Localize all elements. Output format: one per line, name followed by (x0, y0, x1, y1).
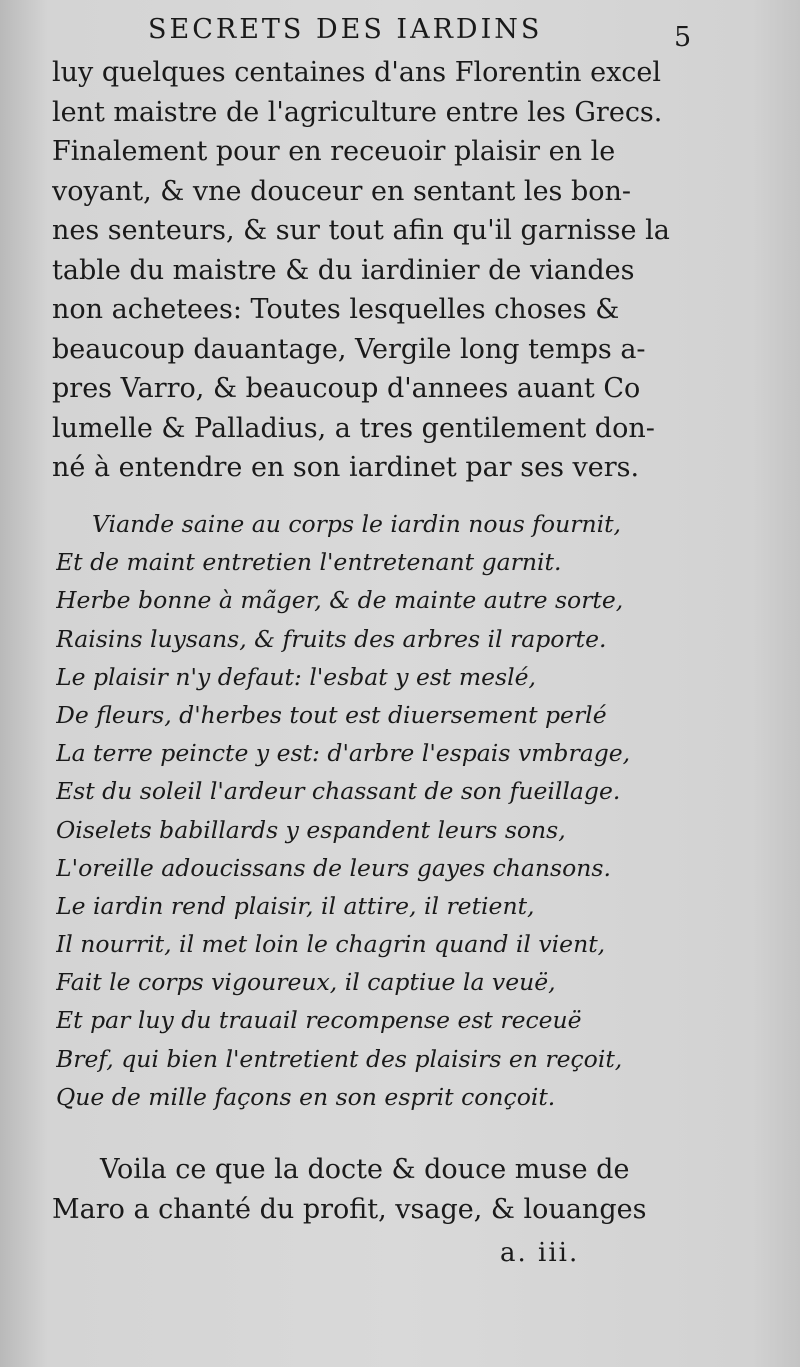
verse-line: L'oreille adoucissans de leurs gayes chansons. (56, 853, 611, 882)
verse-line: Et de maint entretien l'entretenant garnit. (56, 548, 562, 577)
text-line: voyant, & vne douceur en sentant les bon- (52, 175, 632, 207)
verse-line: Bref, qui bien l'entretient des plaisirs en reçoit, (56, 1044, 623, 1073)
page-number: 5 (674, 22, 692, 53)
verse-line: Et par luy du trauail recompense est receuë (56, 1006, 582, 1035)
verse-line: Viande saine au corps le iardin nous fournit, (92, 510, 622, 538)
poem-verses (56, 505, 696, 1116)
verse-line: De fleurs, d'herbes tout est diuersement perlé (56, 700, 607, 729)
text-line: lent maistre de l'agriculture entre les Grecs. (52, 96, 663, 128)
page-header (0, 10, 800, 53)
verse-line: Le iardin rend plaisir, il attire, il retient, (56, 891, 535, 920)
verse-line: Oiselets babillards y espandent leurs sons, (56, 815, 566, 844)
verse-line: Est du soleil l'ardeur chassant de son fueillage. (56, 777, 621, 806)
verse-line: Raisins luysans, & fruits des arbres il raporte. (56, 624, 607, 653)
signature-mark: a. iii. (500, 1238, 580, 1268)
text-line: non achetees: Toutes lesquelles choses & (52, 294, 620, 325)
text-line: table du maistre & du iardinier de viandes (52, 254, 635, 286)
running-title: SECRETS DES IARDINS (148, 14, 543, 45)
text-line: lumelle & Palladius, a tres gentilement don- (52, 412, 655, 444)
verse-line: Il nourrit, il met loin le chagrin quand il vient, (56, 930, 606, 959)
verse-line: Fait le corps vigoureux, il captiue la veuë, (56, 968, 556, 997)
text-line: Voila ce que la docte & douce muse de (100, 1154, 630, 1185)
verse-line: Le plaisir n'y defaut: l'esbat y est meslé, (56, 662, 536, 691)
verse-line: La terre peincte y est: d'arbre l'espais vmbrage, (56, 739, 631, 768)
text-line: Maro a chanté du profit, vsage, & louanges (52, 1193, 647, 1225)
text-line: luy quelques centaines d'ans Florentin excel (52, 57, 662, 88)
paragraph-2 (52, 1150, 692, 1229)
text-line: beaucoup dauantage, Vergile long temps a- (52, 333, 646, 365)
verse-line: Herbe bonne à mãger, & de mainte autre sorte, (56, 586, 624, 615)
paragraph-1 (52, 53, 692, 488)
text-line: Finalement pour en receuoir plaisir en le (52, 136, 616, 167)
text-line: nes senteurs, & sur tout afin qu'il garnisse la (52, 215, 670, 246)
text-line: né à entendre en son iardinet par ses vers. (52, 452, 640, 483)
text-line: pres Varro, & beaucoup d'annees auant Co (52, 373, 641, 404)
verse-line: Que de mille façons en son esprit conçoit. (56, 1082, 556, 1111)
